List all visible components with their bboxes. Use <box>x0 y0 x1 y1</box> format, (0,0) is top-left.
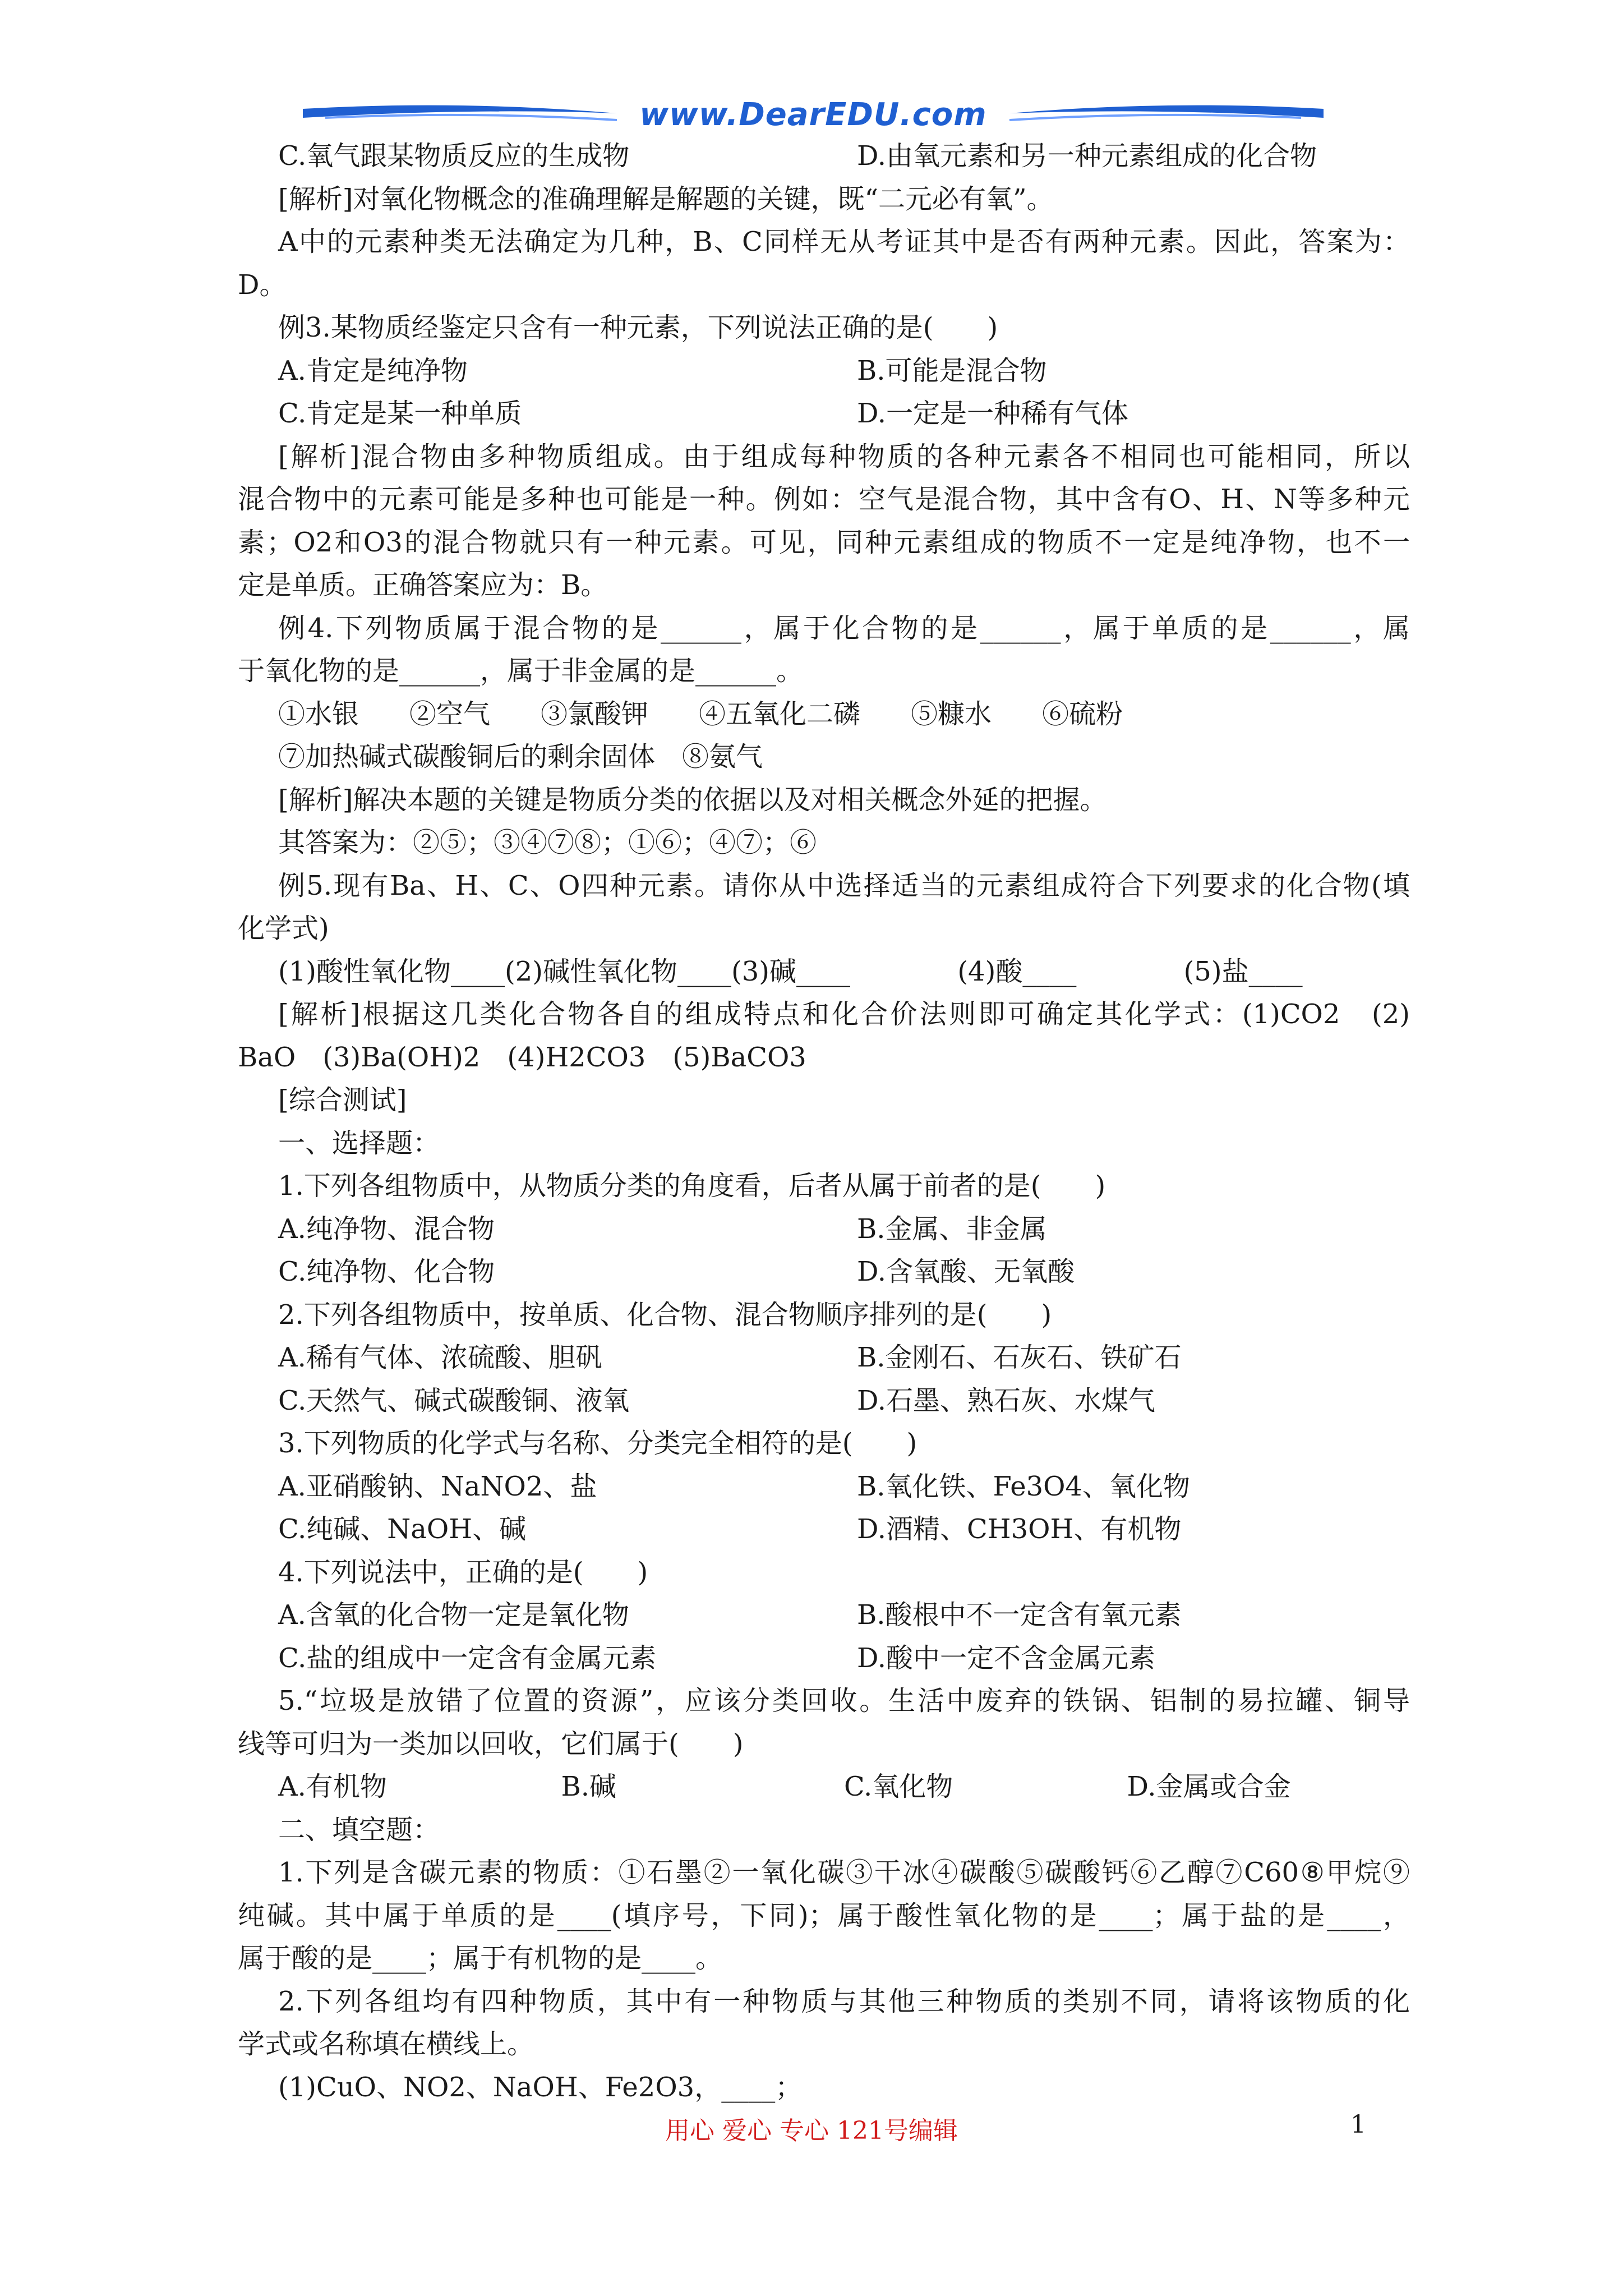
option-text: B.碱 <box>561 1771 617 1802</box>
text-line: 定是单质。正确答案应为：B。 <box>238 569 608 601</box>
option-text: C.肯定是某一种单质 <box>278 398 522 429</box>
text-line: 2.下列各组均有四种物质，其中有一种物质与其他三种物质的类别不同，请将该物质的化 <box>278 1985 1410 2017</box>
option-text: B.酸根中不一定含有氧元素 <box>857 1599 1182 1631</box>
text-line <box>238 1379 1410 1423</box>
option-text: D.金属或合金 <box>1127 1771 1291 1802</box>
option-text: C.纯净物、化合物 <box>278 1256 495 1287</box>
substance-item: ③氯酸钾 <box>541 698 649 730</box>
substance-item: ⑥硫粉 <box>1042 698 1123 730</box>
text-line: 2.下列各组物质中，按单质、化合物、混合物顺序排列的是( ) <box>278 1299 1052 1331</box>
text-line: [解析]混合物由多种物质组成。由于组成每种物质的各种元素各不相同也可能相同，所以 <box>278 440 1410 472</box>
option-text: D.含氧酸、无氧酸 <box>857 1256 1075 1287</box>
text-line: A中的元素种类无法确定为几种，B、C同样无从考证其中是否有两种元素。因此，答案为： <box>278 226 1410 257</box>
text-line: 素；O2和O3的混合物就只有一种元素。可见，同种元素组成的物质不一定是纯净物，也不一 <box>238 526 1410 558</box>
option-text: D.由氧元素和另一种元素组成的化合物 <box>857 140 1317 172</box>
option-text: A.纯净物、混合物 <box>278 1213 495 1245</box>
footer-credit: 用心 爱心 专心 121号编辑 <box>665 2116 958 2145</box>
text-line: 线等可归为一类加以回收，它们属于( ) <box>238 1728 744 1760</box>
text-line: 一、选择题： <box>278 1127 440 1159</box>
fill-blank-item: (2)碱性氧化物____ <box>505 955 731 987</box>
text-line <box>238 693 1410 736</box>
option-text: C.氧气跟某物质反应的生成物 <box>278 140 630 172</box>
text-line <box>238 1637 1410 1680</box>
fill-blank-item: (3)碱____ <box>731 955 850 987</box>
text-line: 混合物中的元素可能是多种也可能是一种。例如：空气是混合物，其中含有O、H、N等多种元 <box>238 484 1410 515</box>
text-line: 纯碱。其中属于单质的是____(填序号，下同)；属于酸性氧化物的是____；属于盐的是____， <box>238 1899 1410 1931</box>
text-line <box>238 1594 1410 1637</box>
text-line: [解析]根据这几类化合物各自的组成特点和化合价法则即可确定其化学式：(1)CO2 (2) <box>278 999 1410 1030</box>
fill-blank-item: (4)酸____ <box>957 955 1077 987</box>
substance-item: ①水银 <box>278 698 359 730</box>
fill-blank-item: (5)盐____ <box>1183 955 1303 987</box>
option-text: B.氧化铁、Fe3O4、氧化物 <box>857 1470 1191 1502</box>
option-text: C.盐的组成中一定含有金属元素 <box>278 1642 657 1674</box>
text-line: [综合测试] <box>278 1084 407 1116</box>
page-number: 1 <box>1350 2110 1366 2139</box>
text-line <box>238 1465 1410 1508</box>
text-line: 其答案为：②⑤；③④⑦⑧；①⑥；④⑦；⑥ <box>278 827 817 858</box>
option-text: D.石墨、熟石灰、水煤气 <box>857 1384 1156 1416</box>
text-line: D。 <box>238 269 287 301</box>
text-line <box>238 392 1410 435</box>
text-line: 例4.下列物质属于混合物的是______，属于化合物的是______，属于单质的是______，属 <box>278 612 1410 644</box>
option-text: D.一定是一种稀有气体 <box>857 398 1129 429</box>
option-text: B.金属、非金属 <box>857 1213 1047 1245</box>
text-line <box>238 1508 1410 1551</box>
text-line: 属于酸的是____；属于有机物的是____。 <box>238 1943 723 1974</box>
text-line: (1)CuO、NO2、NaOH、Fe2O3，____； <box>278 2071 803 2103</box>
text-line: BaO (3)Ba(OH)2 (4)H2CO3 (5)BaCO3 <box>238 1041 806 1073</box>
text-line: 例5.现有Ba、H、C、O四种元素。请你从中选择适当的元素组成符合下列要求的化合物(填 <box>278 869 1410 901</box>
text-line: 1.下列各组物质中，从物质分类的角度看，后者从属于前者的是( ) <box>278 1170 1106 1202</box>
option-text: C.纯碱、NaOH、碱 <box>278 1513 527 1545</box>
text-line: 于氧化物的是______，属于非金属的是______。 <box>238 655 804 687</box>
text-line <box>238 1765 1410 1809</box>
text-line: 学式或名称填在横线上。 <box>238 2028 534 2060</box>
text-line <box>238 349 1410 393</box>
substance-item: ④五氧化二磷 <box>699 698 861 730</box>
text-line <box>238 1208 1410 1251</box>
option-text: B.可能是混合物 <box>857 355 1047 386</box>
option-text: D.酒精、CH3OH、有机物 <box>857 1513 1182 1545</box>
substance-item: ②空气 <box>409 698 491 730</box>
text-line: [解析]对氧化物概念的准确理解是解题的关键，既“二元必有氧”。 <box>278 183 1054 215</box>
text-line: 4.下列说法中，正确的是( ) <box>278 1556 648 1588</box>
text-line: [解析]解决本题的关键是物质分类的依据以及对相关概念外延的把握。 <box>278 784 1107 816</box>
option-text: A.亚硝酸钠、NaNO2、盐 <box>278 1470 597 1502</box>
site-header <box>303 96 1324 135</box>
option-text: A.肯定是纯净物 <box>278 355 468 386</box>
text-line <box>238 1250 1410 1294</box>
text-line: 1.下列是含碳元素的物质：①石墨②一氧化碳③干冰④碳酸⑤碳酸钙⑥乙醇⑦C60⑧甲烷⑨ <box>278 1857 1410 1888</box>
site-logo-text[interactable]: www.DearEDU.com <box>639 96 987 133</box>
text-line: 例3.某物质经鉴定只含有一种元素，下列说法正确的是( ) <box>278 312 998 343</box>
text-line: 化学式) <box>238 913 329 944</box>
option-text: D.酸中一定不含金属元素 <box>857 1642 1156 1674</box>
text-line <box>238 1336 1410 1379</box>
option-text: C.天然气、碱式碳酸铜、液氧 <box>278 1384 630 1416</box>
text-line: 3.下列物质的化学式与名称、分类完全相符的是( ) <box>278 1428 917 1459</box>
text-line: 5.“垃圾是放错了位置的资源”，应该分类回收。生活中废弃的铁锅、铝制的易拉罐、铜导 <box>278 1685 1410 1717</box>
substance-item: ⑤糠水 <box>911 698 992 730</box>
option-text: A.稀有气体、浓硫酸、胆矾 <box>278 1342 602 1373</box>
text-line: 二、填空题： <box>278 1814 440 1846</box>
option-text: A.含氧的化合物一定是氧化物 <box>278 1599 629 1631</box>
option-text: B.金刚石、石灰石、铁矿石 <box>857 1342 1182 1373</box>
text-line: ⑦加热碱式碳酸铜后的剩余固体 ⑧氨气 <box>278 741 763 772</box>
fill-blank-item: (1)酸性氧化物____ <box>278 955 505 987</box>
option-text: C.氧化物 <box>844 1771 953 1802</box>
text-line <box>238 135 1410 178</box>
text-line <box>238 950 1410 993</box>
document-body <box>238 135 1410 2109</box>
option-text: A.有机物 <box>278 1771 387 1802</box>
